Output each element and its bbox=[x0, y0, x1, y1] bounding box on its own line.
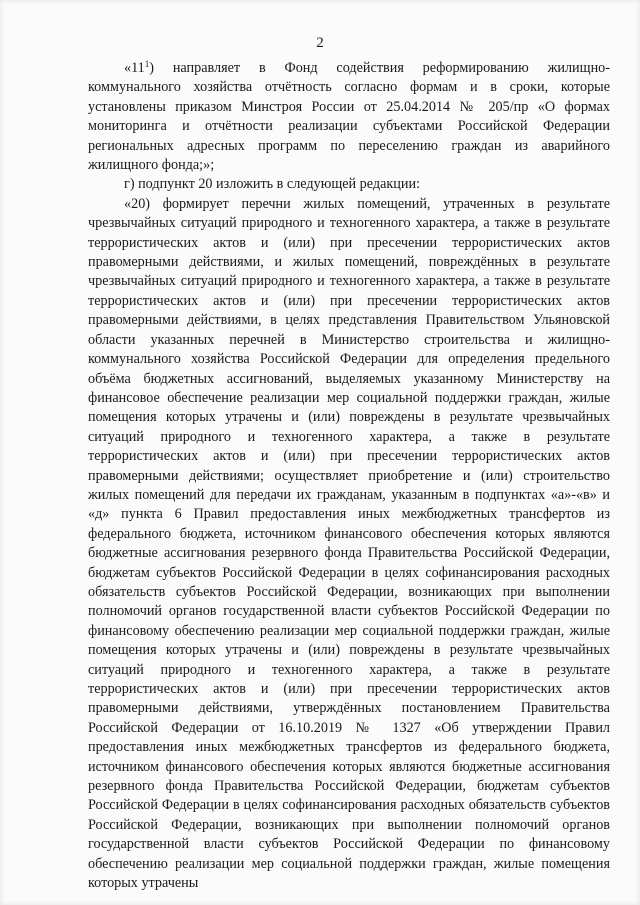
paragraph-item-11-1 bbox=[88, 59, 610, 175]
paragraph-subitem-g: г) подпункт 20 изложить в следующей редакции: bbox=[124, 176, 421, 193]
item-11-1-text: ) направляет в Фонд содействия реформированию жилищно-коммунального хозяйства отчётность согласно формам и в сроки, которые установлены приказом Минстроя России от 25.04.2014 № 205/пр «О формах мониторинга и отчётности реализации субъектами Российской Федерации региональных адресных программ по переселению граждан из аварийного жилищного фонда;»; bbox=[88, 60, 610, 174]
page-number: 2 bbox=[316, 35, 324, 51]
item-11-1-superscript: 1 bbox=[144, 59, 150, 69]
paragraph-item-20: «20) формирует перечни жилых помещений, утраченных в результате чрезвычайных ситуаций природного и техногенного характера, а также в результате террористических актов и (или) при пресечении террористических актов правомерными действиями, и жилых помещений, повреждённых в результате чрезвычайных ситуаций природного и техногенного характера, а также в результате террористических актов и (или) при пресечении террористических актов правомерными действиями, в целях представления Правительством Ульяновской области указанных перечней в Министерство строительства и жилищно-коммунального хозяйства Российской Федерации для определения предельного объёма бюджетных ассигнований, выделяемых указанному Министерству на финансовое обеспечение реализации мер социальной поддержки граждан, жилые помещения которых утрачены и (или) повреждены в результате чрезвычайных ситуаций природного и техногенного характера, а также в результате террористических актов и (или) при пресечении террористических актов правомерными действиями; осуществляет приобретение и (или) строительство жилых помещений для передачи их гражданам, указанным в подпунктах «а»-«в» и «д» пункта 6 Правил предоставления иных межбюджетных трансфертов из федерального бюджета, источником финансового обеспечения которых являются бюджетные ассигнования резервного фонда Правительства Российской Федерации, бюджетам субъектов Российской Федерации в целях софинансирования расходных обязательств субъектов Российской Федерации, возникающих при выполнении полномочий органов государственной власти субъектов Российской Федерации по финансовому обеспечению реализации мер социальной поддержки граждан, жилые помещения которых утрачены и (или) повреждены в результате чрезвычайных ситуаций природного и техногенного характера, а также в результате террористических актов и (или) при пресечении террористических актов правомерными действиями, утверждённых постановлением Правительства Российской Федерации от 16.10.2019 № 1327 «Об утверждении Правил предоставления иных межбюджетных трансфертов из федерального бюджета, источником финансового обеспечения которых являются бюджетные ассигнования резервного фонда Правительства Российской Федерации, бюджетам субъектов Российской Федерации в целях софинансирования расходных обязательств субъектов Российской Федерации, возникающих при выполнении полномочий органов государственной власти субъектов Российской Федерации по финансовому обеспечению реализации мер социальной поддержки граждан, жилые помещения которых утрачены bbox=[88, 195, 610, 892]
document-body bbox=[88, 59, 610, 893]
item-11-1-open: «11 bbox=[124, 60, 145, 76]
